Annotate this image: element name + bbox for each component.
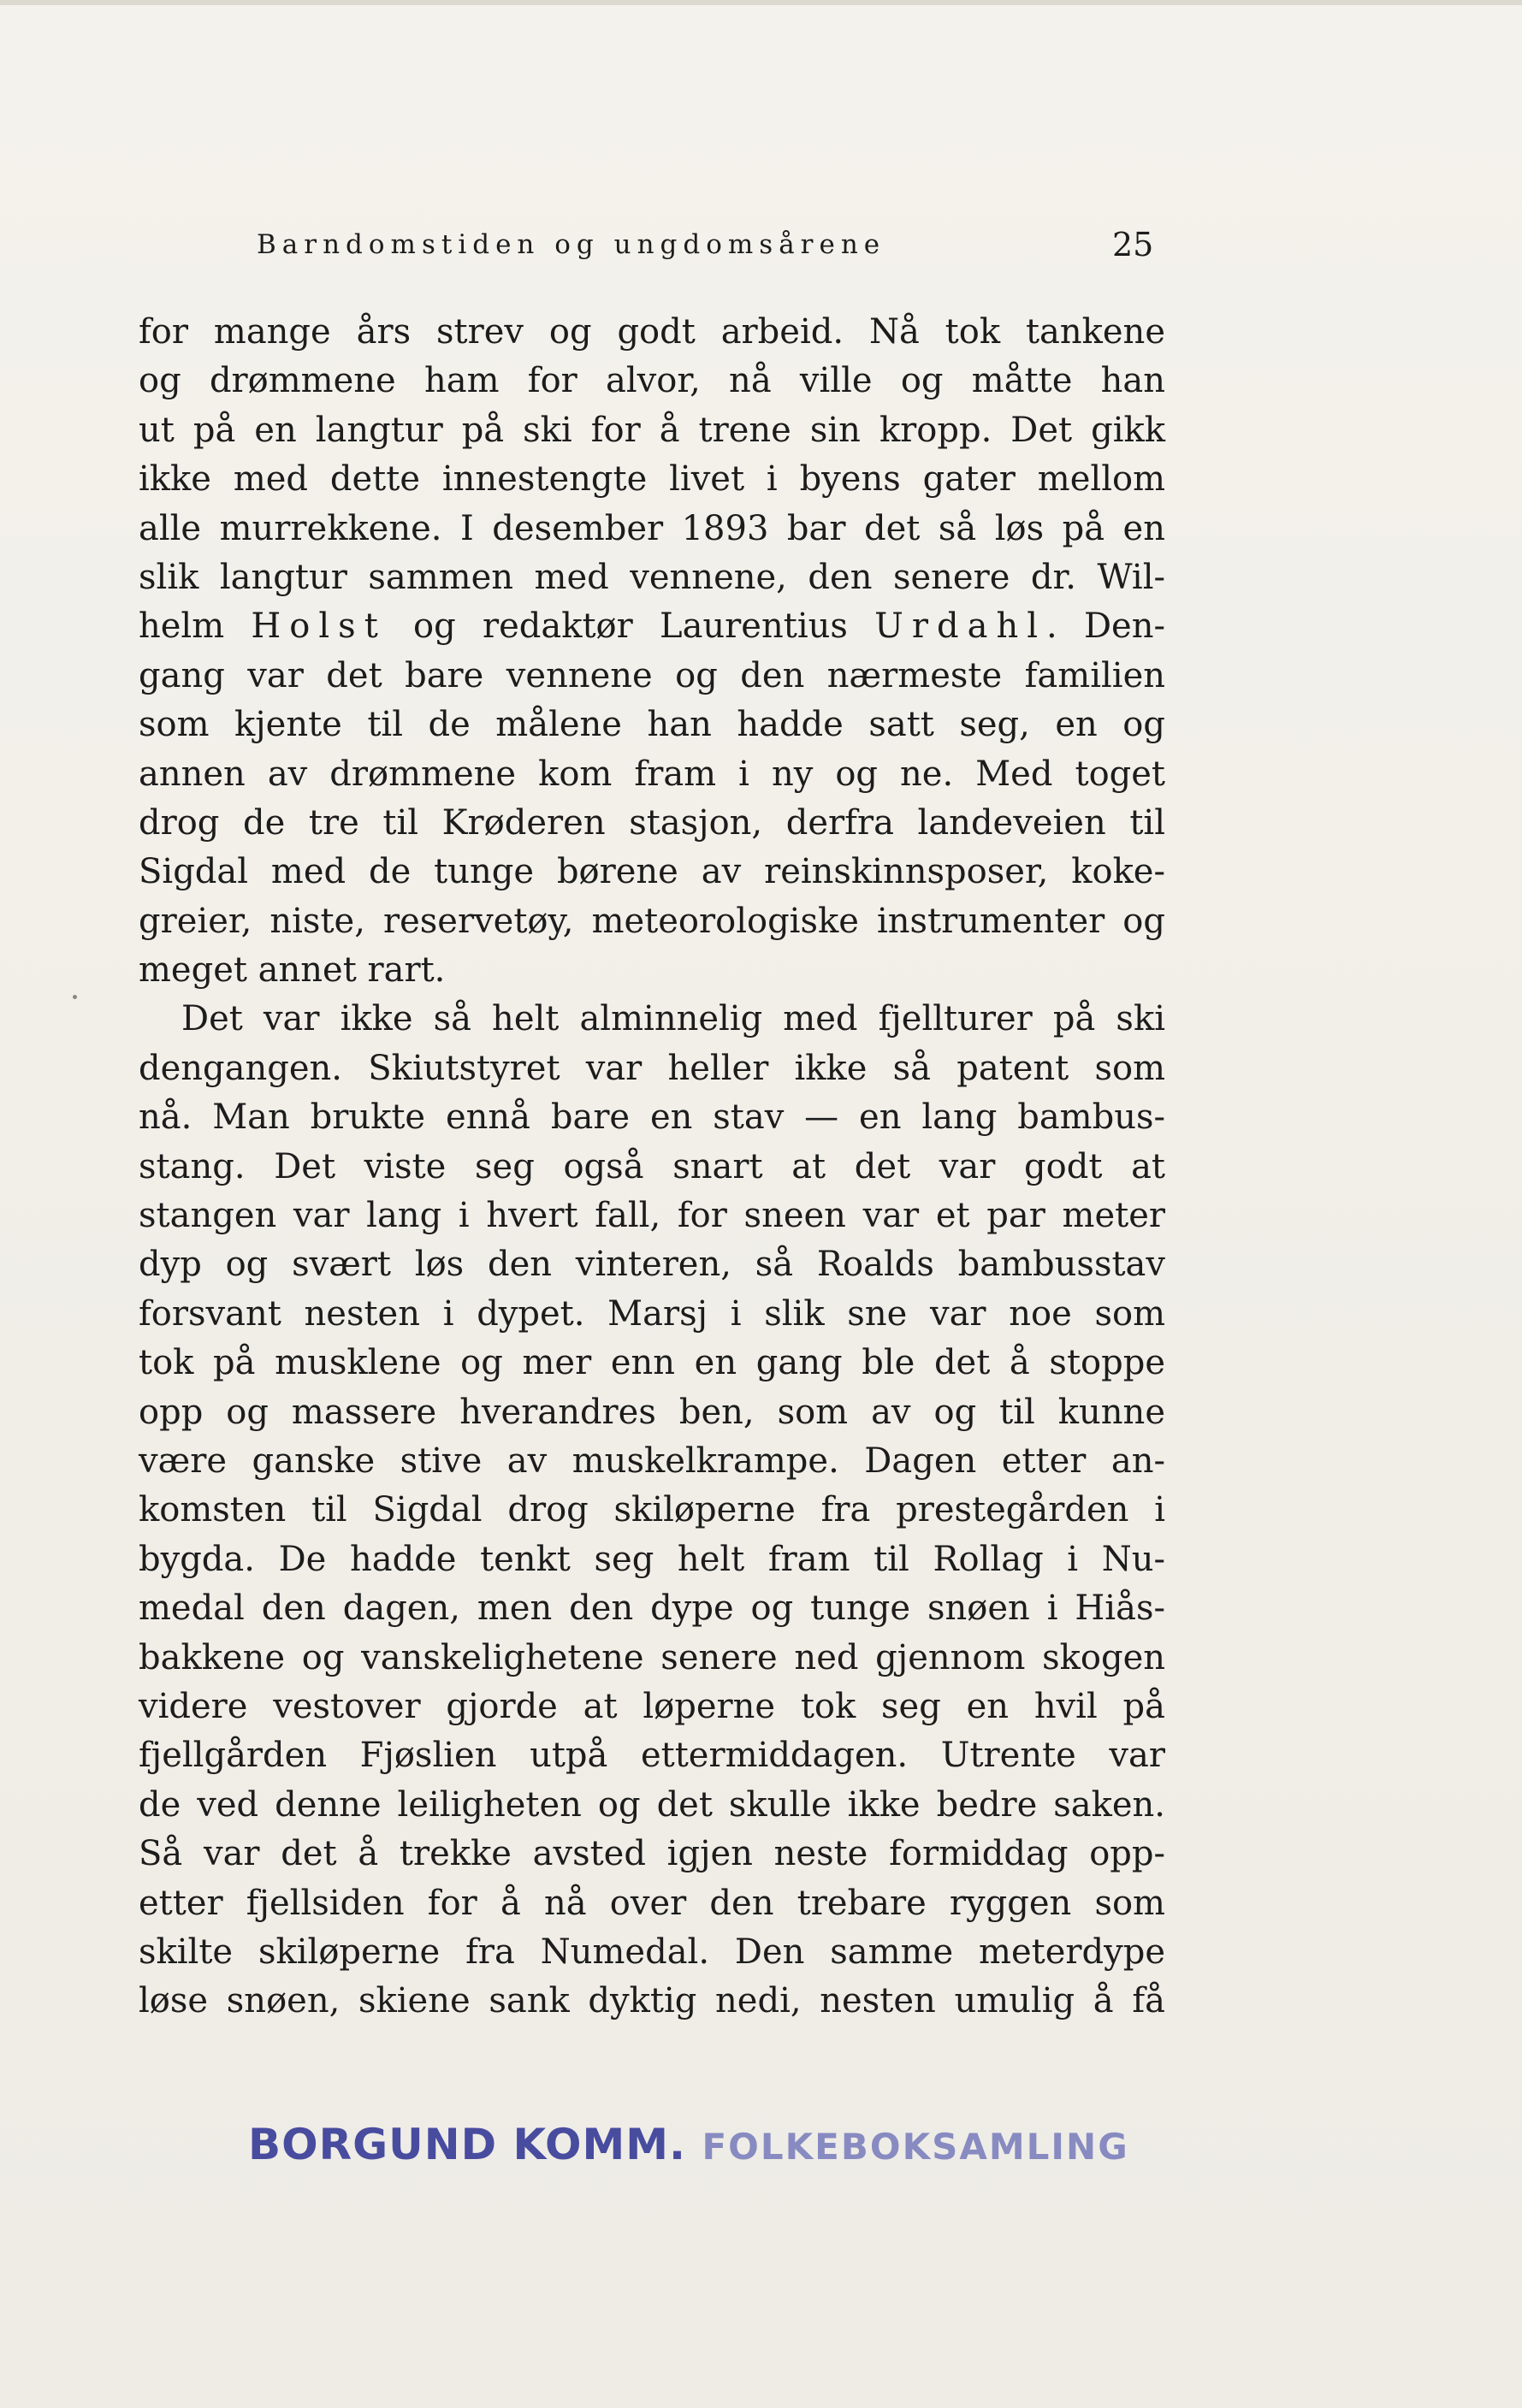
text-line: Så var det å trekke avsted igjen neste formiddag opp- (139, 1834, 1165, 1874)
text-line: bygda. De hadde tenkt seg helt fram til Rollag i Nu- (139, 1539, 1165, 1579)
paper-speck (73, 995, 77, 999)
text-line: annen av drømmene kom fram i ny og ne. Med toget (139, 754, 1165, 794)
text-line: og drømmene ham for alvor, nå ville og måtte han (139, 361, 1165, 401)
text-line: fjellgården Fjøslien utpå ettermiddagen. Utrente var (139, 1736, 1165, 1776)
page-top-edge (0, 0, 1522, 5)
text-line: opp og massere hverandres ben, som av og til kunne (139, 1392, 1165, 1432)
text-line: drog de tre til Krøderen stasjon, derfra landeveien til (139, 802, 1165, 843)
text-line: etter fjellsiden for å nå over den trebare ryggen som (139, 1883, 1165, 1923)
text-line: nå. Man brukte ennå bare en stav — en lang bambus- (139, 1098, 1165, 1138)
paragraph-start-line: Det var ikke så helt alminnelig med fjellturer på ski (181, 999, 1165, 1039)
text-line: løse snøen, skiene sank dyktig nedi, nesten umulig å få (139, 1981, 1165, 2021)
library-stamp (248, 2120, 1129, 2169)
text-line: komsten til Sigdal drog skiløperne fra prestegården i (139, 1490, 1165, 1530)
text-line: slik langtur sammen med vennene, den senere dr. Wil- (139, 557, 1165, 597)
spaced-name-urdahl: Urdahl (874, 606, 1047, 647)
text-line: stang. Det viste seg også snart at det var godt at (139, 1146, 1165, 1186)
text-line: alle murrekkene. I desember 1893 bar det så løs på en (139, 508, 1165, 548)
text-line: ikke med dette innestengte livet i byens gater mellom (139, 459, 1165, 500)
text-line: være ganske stive av muskelkrampe. Dagen etter an- (139, 1441, 1165, 1481)
text-line: ut på en langtur på ski for å trene sin kropp. Det gikk (139, 410, 1165, 450)
text-line-names (139, 602, 1165, 651)
text-line: gang var det bare vennene og den nærmeste familien (139, 655, 1165, 695)
text-line: dengangen. Skiutstyret var heller ikke så patent som (139, 1048, 1165, 1088)
text-fragment: . Den- (1046, 606, 1166, 647)
text-line: videre vestover gjorde at løperne tok seg en hvil på (139, 1686, 1165, 1726)
stamp-text-main: BORGUND KOMM. (248, 2120, 687, 2169)
text-fragment: og redaktør Laurentius (413, 606, 848, 647)
text-line: dyp og svært løs den vinteren, så Roalds bambusstav (139, 1245, 1165, 1285)
body-text (139, 308, 1165, 2026)
text-line: bakkene og vanskelighetene senere ned gjennom skogen (139, 1637, 1165, 1677)
text-line: greier, niste, reservetøy, meteorologiske instrumenter og (139, 901, 1165, 941)
text-line: som kjente til de målene han hadde satt seg, en og (139, 705, 1165, 745)
stamp-text-faded: FOLKEBOKSAMLING (702, 2126, 1129, 2168)
text-line: tok på musklene og mer enn en gang ble det å stoppe (139, 1343, 1165, 1383)
text-line: Sigdal med de tunge børene av reinskinnsposer, koke- (139, 852, 1165, 892)
page-number: 25 (1112, 226, 1154, 263)
text-fragment: helm (139, 606, 225, 647)
running-header-title: Barndomstiden og ungdomsårene (257, 229, 886, 260)
text-line: de ved denne leiligheten og det skulle ikke bedre saken. (139, 1784, 1165, 1825)
text-line: forsvant nesten i dypet. Marsj i slik sne var noe som (139, 1293, 1165, 1334)
text-line: skilte skiløperne fra Numedal. Den samme meterdype (139, 1932, 1165, 1972)
text-line: stangen var lang i hvert fall, for sneen var et par meter (139, 1196, 1165, 1236)
spaced-name-holst: Holst (251, 606, 387, 647)
text-line: for mange års strev og godt arbeid. Nå tok tankene (139, 312, 1165, 352)
text-line: medal den dagen, men den dype og tunge snøen i Hiås- (139, 1589, 1165, 1629)
text-line: meget annet rart. (139, 950, 446, 991)
